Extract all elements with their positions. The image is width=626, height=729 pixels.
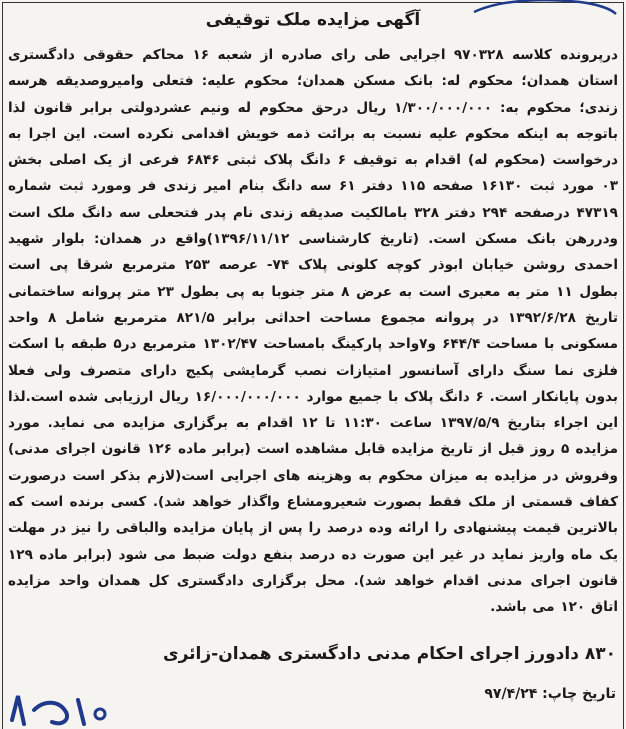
print-date: تاریخ چاپ: ۹۷/۴/۲۴ bbox=[484, 686, 616, 702]
notice-body: درپرونده کلاسه ۹۷۰۳۲۸ اجرایی طی رای صادره از شعبه ۱۶ محاکم حقوقی دادگستری استان همدان؛ محکوم له: بانک مسکن همدان؛ محکوم علیه: فتعلی وامیروصدیقه هرسه زندی؛ محکوم به: ۱/۳۰۰/۰۰۰/۰۰۰ ریال درحق محکوم له ونیم عشردولتی برابر قانون لذا باتوجه به اینکه محکوم علیه نسبت به برائت ذمه خویش اقدامی نکرده است. این اجرا به درخواست (محکوم له) اقدام به توقیف ۶ دانگ پلاک ثبتی ۶۸۴۶ فرعی از یک اصلی بخش ۰۳ مورد ثبت ۱۶۱۳۰ صفحه ۱۱۵ دفتر ۶۱ سه دانگ بنام امیر زندی فر ومورد ثبت شماره ۴۷۳۱۹ درصفحه ۲۹۴ دفتر ۳۲۸ بامالکیت صدیقه زندی نام پدر فتحعلی سه دانگ ملک است ودررهن بانک مسکن است. (تاریخ کارشناسی ۱۳۹۶/۱۱/۱۲)واقع در همدان: بلوار شهید احمدی روشن خیابان ابوذر کوچه کلونی پلاک ۷۴- عرصه ۲۵۳ مترمربع شرقا پی است بطول ۱۱ متر به معبری است به عرض ۸ متر جنوبا به پی بطول ۲۳ متر پروانه ساختمانی تاریخ ۱۳۹۲/۶/۲۸ در پروانه مجموع مساحت احداثی برابر ۸۲۱/۵ مترمربع شامل ۸ واحد مسکونی با مساحت ۶۴۴/۴ و۷واحد پارکینگ بامساحت ۱۳۰۲/۴۷ مترمربع در۵ طبقه با اسکت فلزی نما سنگ دارای آسانسور امتیازات نصب گرمایشی پکیج دارای متصرف ولی فعلا بدون پایانکار است. ۶ دانگ پلاک با جمیع موارد ۱۶/۰۰۰/۰۰۰/۰۰۰ ریال ارزیابی شده است.لذا این اجراء بتاریخ ۱۳۹۷/۵/۹ ساعت ۱۱:۳۰ تا ۱۲ اقدام به برگزاری مزایده می نماید. مورد مزایده ۵ روز قبل از تاریخ مزایده قابل مشاهده است (برابر ماده ۱۲۶ قانون اجرای مدنی) وفروش در مزایده به میزان محکوم به وهزینه های اجرایی است(لازم بذکر است درصورت کفاف قسمتی از ملک فقط بصورت شعیرومشاع واگذار خواهد شد). کسی برنده است که بالاترین قیمت پیشنهادی را ارائه وده درصد را پس از پایان مزایده والباقی را نیز در مهلت یک ماه واریز نماید در غیر این صورت ده درصد بنفع دولت ضبط می شود (برابر ماده ۱۲۹ قانون اجرای مدنی اقدام خواهد شد). محل برگزاری دادگستری کل همدان واحد مزایده اتاق ۱۲۰ می باشد. bbox=[8, 47, 619, 616]
frame-right-border bbox=[623, 2, 624, 729]
notice-signature: ۸۳۰ دادورز اجرای احکام مدنی دادگستری همدان-زائری bbox=[163, 644, 616, 664]
notice-title: آگهی مزایده ملک توقیفی bbox=[205, 10, 421, 30]
frame-left-border bbox=[2, 2, 3, 729]
handwritten-annotation bbox=[4, 690, 124, 728]
